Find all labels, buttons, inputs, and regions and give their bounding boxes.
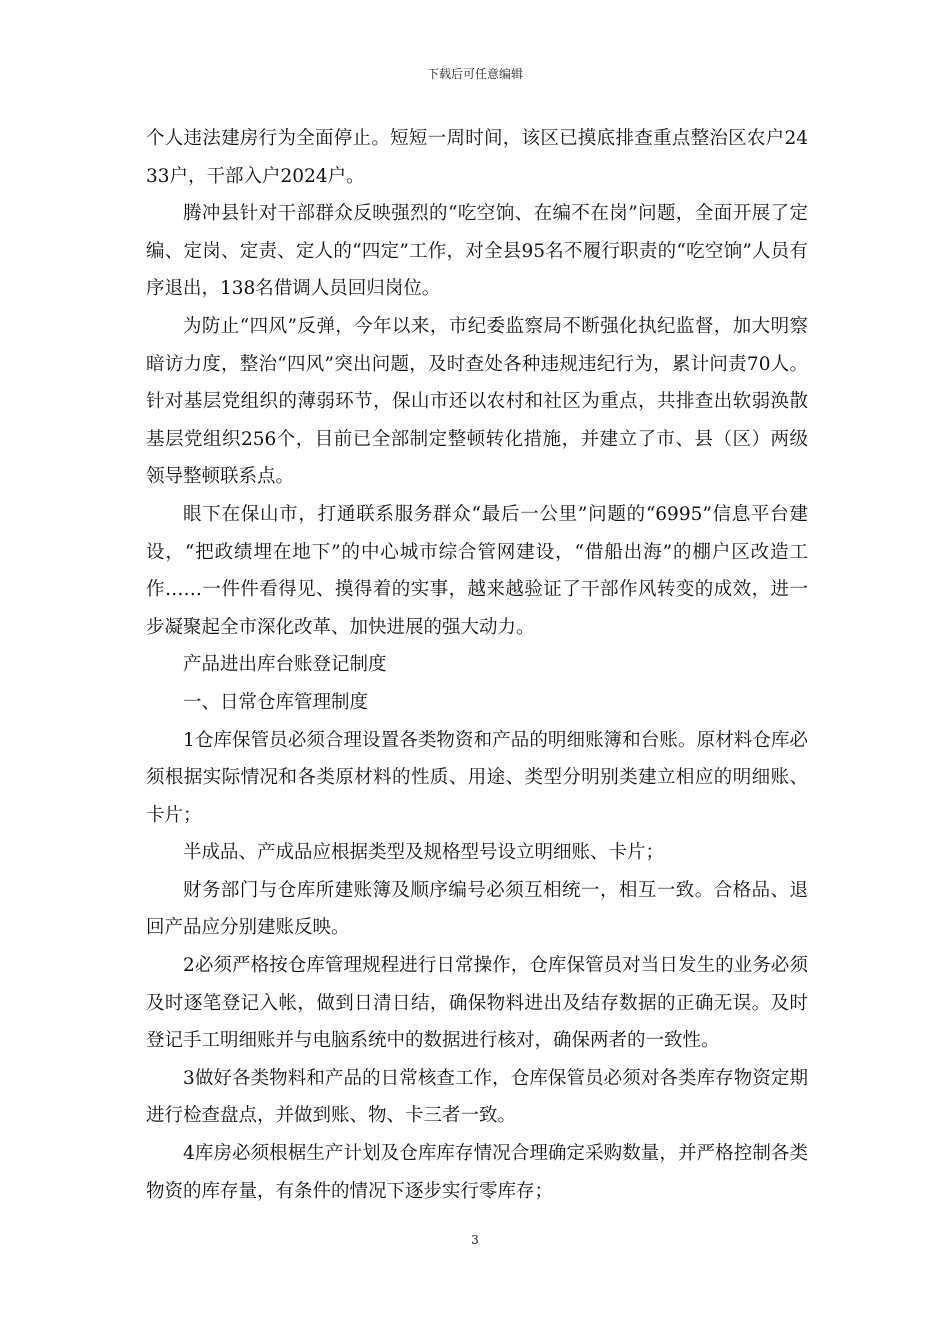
section-title: 产品进出库台账登记制度 [183,654,387,676]
paragraph: 3做好各类物料和产品的日常核查工作，仓库保管员必须对各类库存物资定期进行检查盘点，并做到账、物、卡三者一致。 [146,1067,808,1127]
document-body [146,120,808,1210]
paragraph: 腾冲县针对干部群众反映强烈的“吃空饷、在编不在岗”问题，全面开展了定编、定岗、定责、定人的“四定”工作，对全县95名不履行职责的“吃空饷”人员有序退出，138名借调人员回归岗位。 [146,203,808,300]
paragraph: 为防止“四风”反弹，今年以来，市纪委监察局不断强化执纪监督，加大明察暗访力度，整治“四风”突出问题，及时查处各种违规违纪行为，累计问责70人。针对基层党组织的薄弱环节，保山市还以农村和社区为重点，共排查出软弱涣散基层党组织256个，目前已全部制定整顿转化措施，并建立了市、县（区）两级领导整顿联系点。 [146,315,808,488]
page-number: 3 [471,1233,479,1247]
page-header: 下载后可任意编辑 [426,67,523,81]
paragraph: 半成品、产成品应根据类型及规格型号设立明细账、卡片； [183,842,665,864]
paragraph: 2必须严格按仓库管理规程进行日常操作，仓库保管员对当日发生的业务必须及时逐笔登记入帐，做到日清日结，确保物料进出及结存数据的正确无误。及时登记手工明细账并与电脑系统中的数据进行核对，确保两者的一致性。 [146,955,808,1052]
section-heading: 一、日常仓库管理制度 [183,691,369,713]
paragraph: 财务部门与仓库所建账簿及顺序编号必须互相统一，相互一致。合格品、退回产品应分别建账反映。 [146,879,808,939]
paragraph: 4库房必须根椐生产计划及仓库库存情况合理确定采购数量，并严格控制各类物资的库存量，有条件的情况下逐步实行零库存； [146,1143,808,1202]
paragraph: 1仓库保管员必须合理设置各类物资和产品的明细账簿和台账。原材料仓库必须根据实际情况和各类原材料的性质、用途、类型分明别类建立相应的明细账、卡片； [146,729,808,826]
paragraph: 个人违法建房行为全面停止。短短一周时间，该区已摸底排查重点整治区农户2433户，干部入户2024户。 [146,128,808,187]
paragraph: 眼下在保山市，打通联系服务群众“最后一公里”问题的“6995”信息平台建设，“把政绩埋在地下”的中心城市综合管网建设，“借船出海”的棚户区改造工作……一件件看得见、摸得着的实事，越来越验证了干部作风转变的成效，进一步凝聚起全市深化改革、加快进展的强大动力。 [146,503,808,638]
